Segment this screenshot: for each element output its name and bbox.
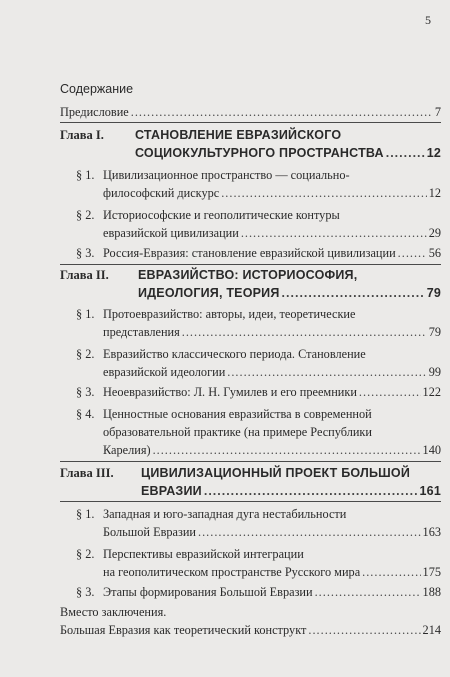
leader-dots [282,284,425,302]
leader-dots [221,184,426,202]
leader-dots [131,103,433,121]
toc-page-number: 29 [428,226,441,240]
toc-entry-section-1-3[interactable] [103,244,441,262]
section-title-line: Большой Евразии [103,525,197,539]
chapter-title-line: СОЦИОКУЛЬТУРНОГО ПРОСТРАНСТВА [135,146,384,160]
toc-entry-section-1-2[interactable] [103,224,441,242]
section-title-line: Западная и юго-западная дуга нестабильности [103,507,347,521]
section-title-line: философский дискурс [103,186,220,200]
section-number: § 2. [76,208,95,222]
toc-page-number: 79 [426,286,441,300]
conclusion-title-line: Большая Евразия как теоретический конструкт [60,623,307,637]
leader-dots [198,523,421,541]
leader-dots [227,363,426,381]
chapter-title-line: ЦИВИЛИЗАЦИОННЫЙ ПРОЕКТ БОЛЬШОЙ [141,466,411,480]
section-title-line: Евразийство классического периода. Становление [103,347,366,361]
leader-dots [308,621,420,639]
section-title-line: представления [103,325,180,339]
leader-dots [241,224,427,242]
section-number: § 3. [76,246,95,260]
toc-entry-section-2-3[interactable] [103,383,441,401]
chapter-title-line: ЕВРАЗИИ [141,484,202,498]
chapter-divider [60,501,441,502]
toc-entry-section-2-1[interactable] [103,323,441,341]
leader-dots [315,583,421,601]
section-title-line: евразийской цивилизации [103,226,239,240]
section-title-line: Ценностные основания евразийства в современной [103,407,372,421]
leader-dots [398,244,427,262]
section-title-line: на геополитическом пространстве Русского мира [103,565,361,579]
section-number: § 1. [76,168,95,182]
toc-page-number: 79 [428,325,441,339]
section-title-line: Россия-Евразия: становление евразийской цивилизации [103,246,396,260]
chapter-title-line: СТАНОВЛЕНИЕ ЕВРАЗИЙСКОГО [135,128,342,142]
toc-page-number: 56 [428,246,441,260]
toc-page-number: 175 [422,565,441,579]
toc-entry-conclusion[interactable] [60,621,441,639]
section-title-line: Этапы формирования Большой Евразии [103,585,313,599]
toc-entry-section-2-2[interactable] [103,363,441,381]
toc-entry-section-1-1[interactable] [103,184,441,202]
toc-entry-section-3-2[interactable] [103,563,441,581]
toc-entry-chapter-3[interactable] [141,482,441,500]
section-title-line: Неоевразийство: Л. Н. Гумилев и его преемники [103,385,357,399]
chapter-divider [60,264,441,265]
section-title-line: Цивилизационное пространство — социально- [103,168,350,182]
toc-page-number: 12 [426,146,441,160]
section-number: § 1. [76,307,95,321]
section-title-line: евразийской идеологии [103,365,226,379]
section-number: § 1. [76,507,95,521]
toc-page-number: 188 [422,585,441,599]
toc-entry-chapter-1[interactable] [135,144,441,162]
section-title-line: Перспективы евразийской интеграции [103,547,304,561]
chapter-title-line: ЕВРАЗИЙСТВО: ИСТОРИОСОФИЯ, [138,268,358,282]
section-number: § 2. [76,347,95,361]
toc-page-number: 140 [422,443,441,457]
section-number: § 4. [76,407,95,421]
toc-page-number: 161 [419,484,441,498]
section-number: § 3. [76,385,95,399]
chapter-label: Глава II. [60,268,109,282]
toc-page-number: 7 [434,105,441,119]
toc-page-number: 99 [428,365,441,379]
toc-entry-preface[interactable] [60,103,441,121]
section-title-line: Карелия) [103,443,151,457]
chapter-label: Глава III. [60,466,114,480]
toc-entry-chapter-2[interactable] [138,284,441,302]
chapter-title-line: ИДЕОЛОГИЯ, ТЕОРИЯ [138,286,280,300]
section-title-line: Историософские и геополитические контуры [103,208,340,222]
toc-entry-section-3-3[interactable] [103,583,441,601]
leader-dots [359,383,421,401]
toc-entry-label: Предисловие [60,105,129,119]
leader-dots [386,144,425,162]
toc-title: Содержание [60,82,134,96]
section-title-line: образовательной практике (на примере Республики [103,425,372,439]
toc-page-number: 12 [428,186,441,200]
page-number: 5 [425,13,431,27]
toc-entry-section-2-4[interactable] [103,441,441,459]
section-number: § 3. [76,585,95,599]
chapter-label: Глава I. [60,128,104,142]
chapter-divider [60,461,441,462]
leader-dots [153,441,421,459]
leader-dots [204,482,418,500]
section-title-line: Протоевразийство: авторы, идеи, теоретические [103,307,356,321]
toc-entry-section-3-1[interactable] [103,523,441,541]
leader-dots [362,563,420,581]
leader-dots [182,323,427,341]
section-number: § 2. [76,547,95,561]
chapter-divider [60,122,441,123]
toc-page-number: 214 [422,623,441,637]
conclusion-title-line: Вместо заключения. [60,605,167,619]
toc-page-number: 163 [422,525,441,539]
toc-page-number: 122 [422,385,441,399]
